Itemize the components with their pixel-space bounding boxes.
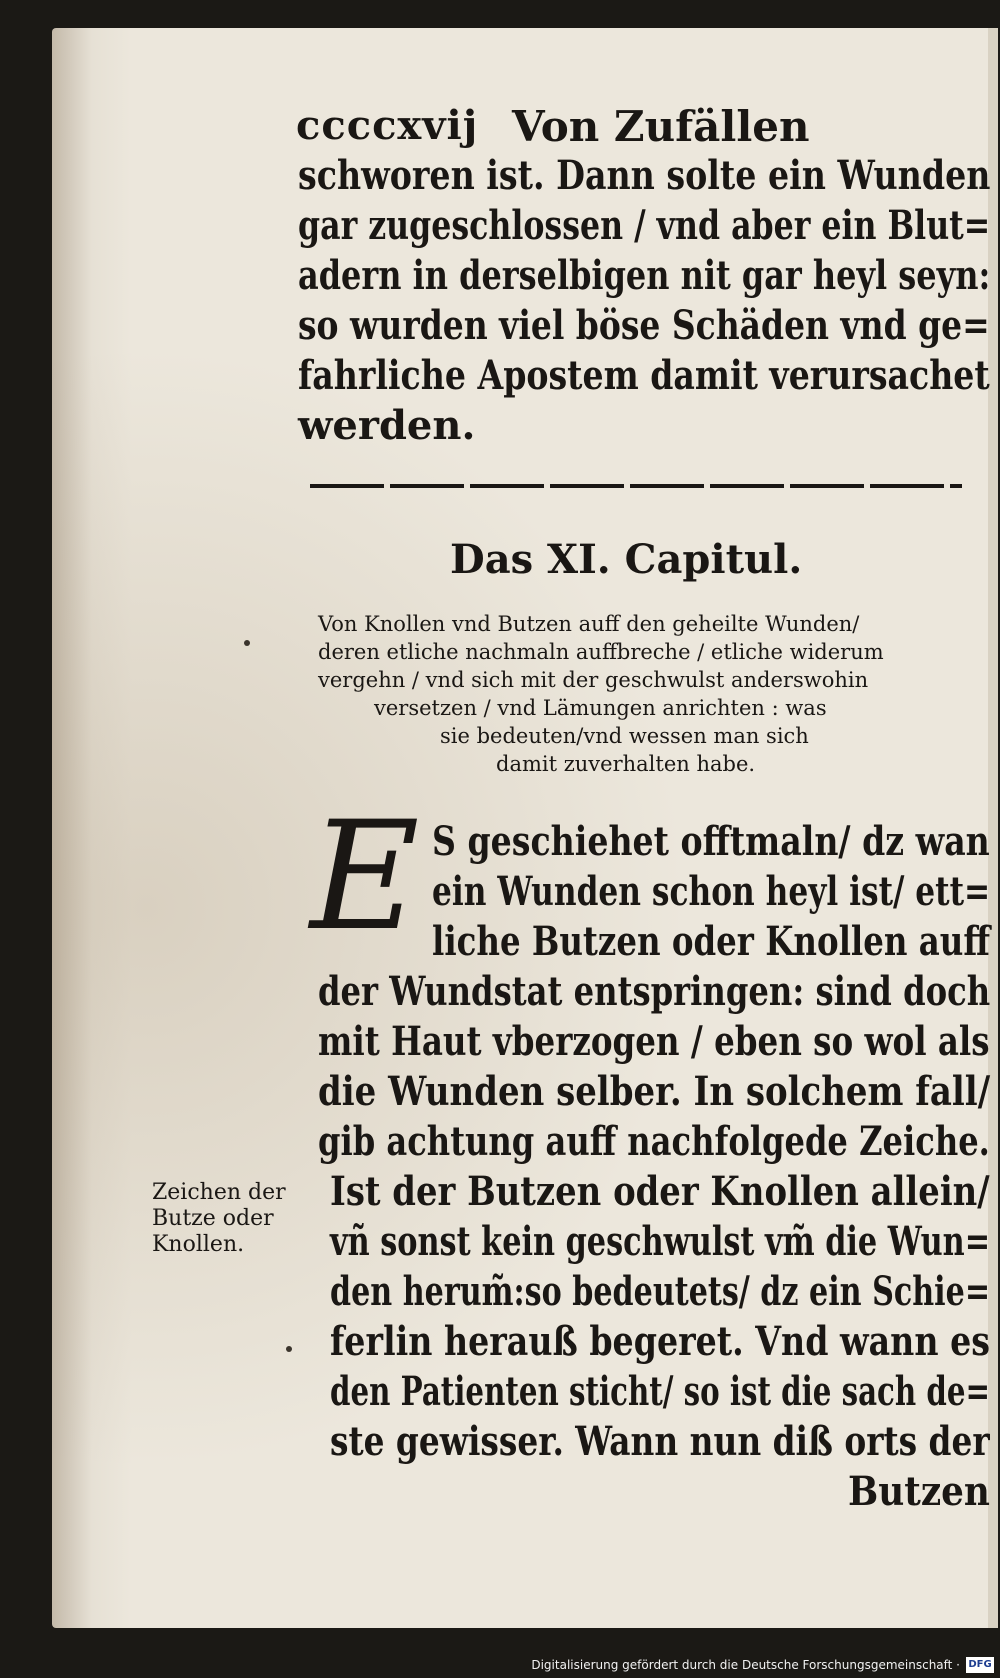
summary-line: vergehn / vnd sich mit der geschwulst anderswohin (318, 668, 869, 692)
text-line: gar zugeschlossen / vnd aber ein Blut= (298, 202, 991, 249)
text-line: die Wunden selber. In solchem fall/ (318, 1068, 991, 1115)
ink-speck (244, 640, 250, 646)
section-rule (310, 484, 962, 488)
text-line: fahrliche Apostem damit verursachet (298, 352, 990, 399)
chapter-heading: Das XI. Capitul. (450, 536, 803, 583)
text-line: schworen ist. Dann solte ein Wunden (298, 152, 991, 199)
marginal-note-line: Zeichen der (152, 1180, 286, 1205)
summary-line: damit zuverhalten habe. (496, 752, 756, 776)
text-line: ste gewisser. Wann nun diß orts der (330, 1418, 990, 1465)
text-line: adern in derselbigen nit gar heyl seyn: (298, 252, 991, 299)
text-line: S geschiehet offtmaln/ dz wan (432, 818, 990, 865)
ink-speck (286, 1346, 292, 1352)
summary-line: Von Knollen vnd Butzen auff den geheilte Wunden/ (318, 612, 860, 636)
text-line: Ist der Butzen oder Knollen allein/ (330, 1168, 990, 1215)
text-line: gib achtung auff nachfolgede Zeiche. (318, 1118, 990, 1165)
text-line: so wurden viel böse Schäden vnd ge= (298, 302, 990, 349)
footer-credit: Digitalisierung gefördert durch die Deutsche Forschungsgemeinschaft · (531, 1658, 960, 1672)
summary-line: versetzen / vnd Lämungen anrichten : was (374, 696, 827, 720)
summary-line: sie bedeuten/vnd wessen man sich (440, 724, 809, 748)
text-line: werden. (298, 402, 476, 449)
marginal-note-line: Knollen. (152, 1232, 245, 1257)
text-line: mit Haut vberzogen / eben so wol als (318, 1018, 990, 1065)
text-line: den herum̃:so bedeutets/ dz ein Schie= (330, 1268, 991, 1315)
text-line: der Wundstat entspringen: sind doch (318, 968, 991, 1015)
marginal-note-line: Butze oder (152, 1206, 274, 1231)
running-title: Von Zufällen (512, 102, 810, 151)
text-line: ferlin herauß begeret. Vnd wann es (330, 1318, 990, 1365)
drop-cap-initial: E (310, 790, 420, 964)
summary-line: deren etliche nachmaln auffbreche / etliche widerum (318, 640, 884, 664)
catchword: Butzen (848, 1468, 990, 1515)
text-line: liche Butzen oder Knollen auff (432, 918, 991, 965)
dfg-logo: DFG (966, 1657, 994, 1673)
text-line: ein Wunden schon heyl ist/ ett= (432, 868, 991, 915)
page-number: ccccxvij (296, 102, 479, 149)
text-line: den Patienten sticht/ so ist die sach de= (330, 1368, 991, 1415)
text-line: vñ sonst kein geschwulst vm̃ die Wun= (330, 1218, 991, 1265)
